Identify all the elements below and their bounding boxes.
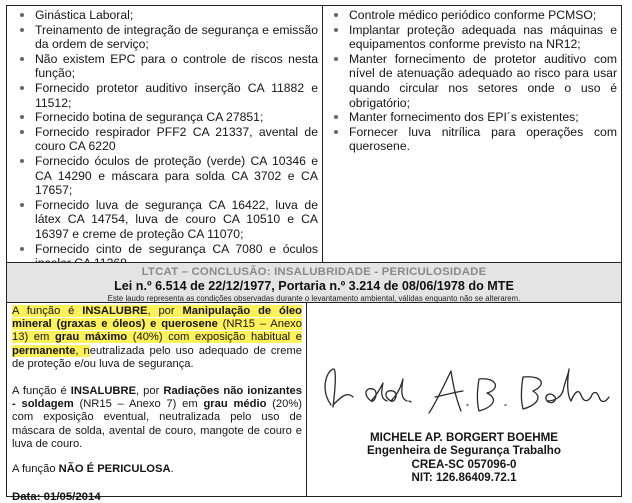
conclusion-text-column (7, 303, 307, 503)
list-item: Manter fornecimento de protetor auditivo com nível de atenuação adequado ao risco para usar quando circular nos setores onde o uso é obrigatório; (329, 52, 617, 110)
signature-column (307, 303, 621, 497)
conclusion-body (7, 303, 621, 503)
list-item: Treinamento de integração de segurança e emissão da ordem de serviço; (15, 23, 318, 52)
list-item: Fornecer luva nitrílica para operações com querosene. (329, 125, 617, 154)
list-item: Controle médico periódico conforme PCMSO; (329, 8, 617, 23)
document-date: Data: 01/05/2014 (12, 491, 101, 503)
measures-section (7, 6, 621, 262)
signer-crea: CREA-SC 057096-0 (411, 457, 517, 471)
list-item: Manter fornecimento dos EPI´s existentes; (329, 110, 617, 125)
signer-name: MICHELE AP. BORGERT BOEHME (369, 431, 559, 444)
existing-measures-column (7, 6, 323, 262)
highlighted-text: A função é INSALUBRE, por Manipulação de óleo mineral (graxas e óleos) e querosene (NR15 – Anexo 13) em grau máximo (40%) com exposição habitual e permanente, n (12, 305, 303, 357)
list-item: Fornecido cinto de segurança CA 7080 e óculos (15, 242, 318, 271)
list-item: Fornecido respirador PFF2 CA 21337, avental de couro CA 6220 (15, 125, 318, 154)
periculosity-paragraph: A função NÃO É PERICULOSA. (12, 463, 174, 476)
recommended-measures-list (329, 8, 617, 154)
list-item: Fornecido botina de segurança CA 27851; (15, 110, 318, 125)
conclusion-title: LTCAT – CONCLUSÃO: INSALUBRIDADE - PERICULOSIDADE (141, 266, 487, 278)
list-item: Ginástica Laboral; (15, 8, 318, 23)
handwritten-signature (311, 361, 617, 431)
validity-note: Este laudo representa as condições observadas durante o levantamento ambiental, válidas enquanto não se alterarem. (107, 294, 521, 303)
existing-measures-list (15, 8, 318, 271)
signature-drawing (311, 361, 617, 431)
insalubrity-paragraph-oil: A função é INSALUBRE, por Manipulação de óleo mineral (graxas e óleos) e querosene (NR15 – Anexo 13) em grau máximo (40%) com exposição habitual e permanente, neutralizada pelo uso adequado de creme de proteção e/ou luva de segurança. (12, 305, 303, 370)
signer-role: Engenheira de Segurança Trabalho (367, 444, 561, 458)
signer-block (307, 431, 621, 485)
conclusion-header (7, 262, 621, 303)
list-item: Não existem EPC para o controle de riscos nesta função; (15, 52, 318, 81)
list-item: Fornecido óculos de proteção (verde) CA 10346 e CA 14290 e máscara para solda CA 3702 e CA 17657; (15, 154, 318, 198)
list-item: Fornecido protetor auditivo inserção CA 11882 e 11512; (15, 81, 318, 110)
recommended-measures-column (323, 6, 621, 262)
law-reference: Lei n.º 6.514 de 22/12/1977, Portaria n.º 3.214 de 08/06/1978 do MTE (114, 279, 514, 293)
signer-nit: NIT: 126.86409.72.1 (411, 471, 517, 485)
ltcat-table (6, 5, 622, 503)
list-item: Fornecido luva de segurança CA 16422, luva de látex CA 14754, luva de couro CA 10510 e CA 16397 e creme de proteção CA 11070; (15, 198, 318, 242)
insalubrity-paragraph-radiation: A função é INSALUBRE, por Radiações não ionizantes - soldagem (NR15 – Anexo 7) em grau médio (20%) com exposição eventual, neutralizada pelo uso de máscara de solda, avental de couro, mangote de couro e luva de couro. (12, 385, 303, 450)
list-item: Implantar proteção adequada nas máquinas e equipamentos conforme previsto na NR12; (329, 23, 617, 52)
